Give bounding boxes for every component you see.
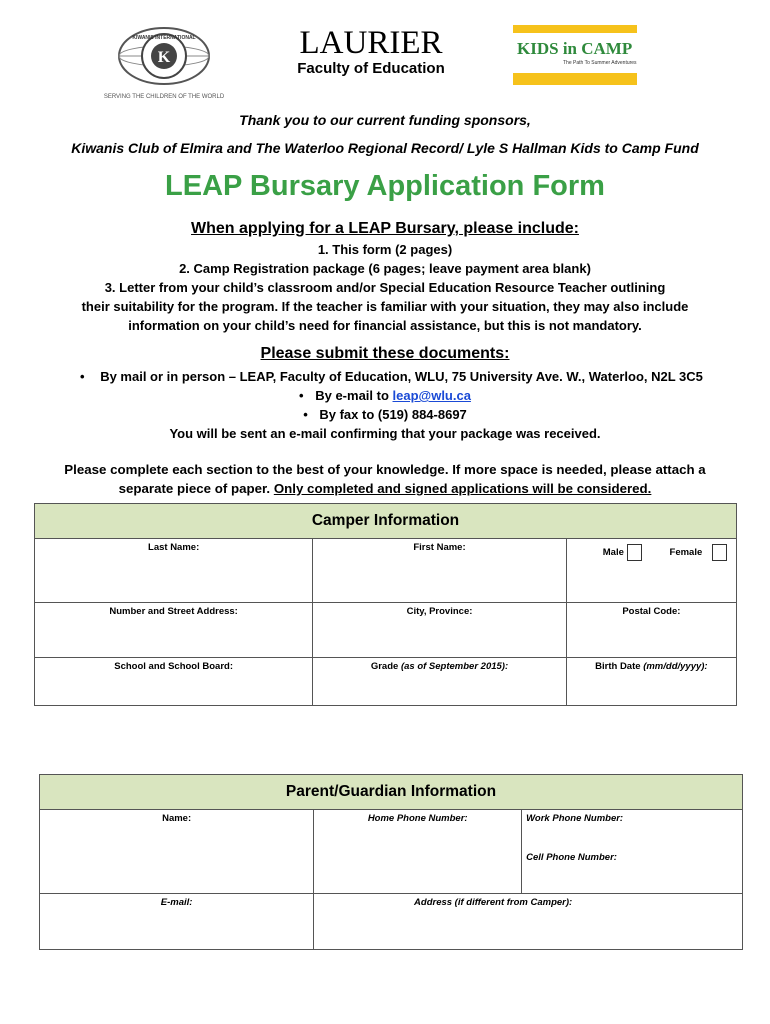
parent-info-header: Parent/Guardian Information xyxy=(40,775,743,810)
birth-date-label: Birth Date xyxy=(595,661,644,672)
birth-date-format: (mm/dd/yyyy): xyxy=(643,661,708,672)
instructions-line-1: Please complete each section to the best of your knowledge. If more space is needed, please attach a xyxy=(64,462,706,477)
camper-info-table xyxy=(34,503,737,706)
laurier-faculty: Faculty of Education xyxy=(297,60,445,77)
school-field[interactable] xyxy=(35,658,313,706)
submit-email-item xyxy=(0,388,770,403)
kiwanis-motto: SERVING THE CHILDREN OF THE WORLD xyxy=(104,94,224,100)
instructions-prefix: separate piece of paper. xyxy=(118,481,274,496)
last-name-field[interactable] xyxy=(35,539,313,603)
submit-heading: Please submit these documents: xyxy=(260,345,510,362)
kids-name: KIDS in CAMP xyxy=(517,39,633,58)
postal-code-field[interactable] xyxy=(566,603,736,658)
cell-phone-label[interactable]: Cell Phone Number: xyxy=(526,852,617,863)
submit-mail-item xyxy=(80,369,703,384)
sponsor-names: Kiwanis Club of Elmira and The Waterloo Regional Record/ Lyle S Hallman Kids to Camp Fund xyxy=(71,140,699,156)
kiwanis-name: KIWANIS INTERNATIONAL xyxy=(132,35,196,41)
include-item-3-cont: their suitability for the program. If the teacher is familiar with your situation, they may also include xyxy=(81,299,689,314)
camper-info-header: Camper Information xyxy=(35,504,737,539)
submit-fax-text: By fax to (519) 884-8697 xyxy=(319,407,467,422)
parent-email-field[interactable] xyxy=(40,894,314,950)
parent-address-field[interactable] xyxy=(314,894,743,950)
instructions-emphasis: Only completed and signed applications will be considered. xyxy=(273,481,652,496)
include-item-2: 2. Camp Registration package (6 pages; leave payment area blank) xyxy=(179,261,591,276)
include-item-3: 3. Letter from your child’s classroom and/or Special Education Resource Teacher outlining xyxy=(104,280,666,295)
include-heading: When applying for a LEAP Bursary, please include: xyxy=(191,220,579,237)
first-name-label: First Name: xyxy=(413,542,466,553)
grade-field[interactable] xyxy=(313,658,567,706)
kiwanis-initial: K xyxy=(157,49,171,66)
birth-date-field[interactable] xyxy=(566,658,736,706)
bullet-icon: • xyxy=(303,407,308,422)
submit-email-prefix: By e-mail to xyxy=(315,388,393,403)
kids-in-camp-logo xyxy=(513,25,637,85)
bullet-icon: • xyxy=(80,369,85,384)
submit-fax-item xyxy=(0,407,770,422)
laurier-logo xyxy=(296,26,446,84)
male-label: Male xyxy=(602,547,624,559)
phone-cell xyxy=(522,810,743,894)
submit-confirm: You will be sent an e-mail confirming that your package was received. xyxy=(169,426,601,441)
work-phone-label[interactable]: Work Phone Number: xyxy=(526,813,624,824)
home-phone-label: Home Phone Number: xyxy=(367,813,468,824)
include-item-3-cont2: information on your child’s need for financial assistance, but this is not mandatory. xyxy=(128,318,642,333)
parent-address-label: Address (if different from Camper): xyxy=(414,897,573,908)
parent-name-field[interactable] xyxy=(40,810,314,894)
city-province-label: City, Province: xyxy=(406,606,473,617)
last-name-label: Last Name: xyxy=(148,542,200,553)
sponsor-thanks: Thank you to our current funding sponsors, xyxy=(239,112,531,128)
grade-label: Grade xyxy=(370,661,401,672)
home-phone-field[interactable] xyxy=(314,810,522,894)
street-address-field[interactable] xyxy=(35,603,313,658)
grade-label-note: (as of September 2015): xyxy=(400,661,509,672)
city-province-field[interactable] xyxy=(313,603,567,658)
bullet-icon: • xyxy=(299,388,304,403)
kids-tagline: The Path To Summer Adventures xyxy=(563,60,637,66)
school-label: School and School Board: xyxy=(114,661,233,672)
street-address-label: Number and Street Address: xyxy=(109,606,238,617)
kiwanis-logo xyxy=(104,22,224,104)
submit-mail-text: By mail or in person – LEAP, Faculty of Education, WLU, 75 University Ave. W., Waterloo, N2L 3C5 xyxy=(100,369,703,384)
page-title: LEAP Bursary Application Form xyxy=(165,170,605,202)
instructions-line-2 xyxy=(0,481,770,496)
female-checkbox[interactable] xyxy=(712,544,727,561)
male-checkbox[interactable] xyxy=(627,544,642,561)
include-item-1: 1. This form (2 pages) xyxy=(317,242,453,257)
laurier-name: LAURIER xyxy=(299,25,443,61)
first-name-field[interactable] xyxy=(313,539,567,603)
parent-name-label: Name: xyxy=(162,813,192,824)
email-link[interactable]: leap@wlu.ca xyxy=(392,388,471,403)
gender-field xyxy=(566,539,736,603)
postal-code-label: Postal Code: xyxy=(622,606,681,617)
female-label: Female xyxy=(669,547,703,559)
parent-info-table xyxy=(39,774,743,950)
parent-email-label: E-mail: xyxy=(160,897,193,908)
